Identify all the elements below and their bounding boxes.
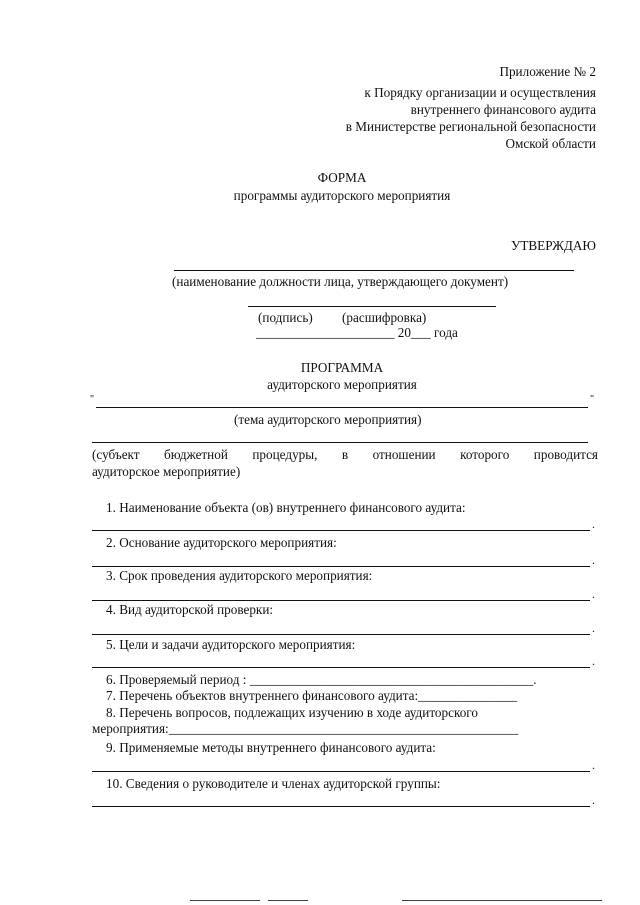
topic-caption: (тема аудиторского мероприятия)	[234, 412, 422, 427]
topic-line	[96, 407, 588, 408]
item-2-line	[92, 566, 590, 567]
item-6-label: 6. Проверяемый период : ___________________________________________.	[106, 672, 537, 687]
item-9-label: 9. Применяемые методы внутреннего финансового аудита:	[106, 740, 436, 755]
item-9-line	[92, 771, 590, 772]
item-3-line	[92, 600, 590, 601]
header-line-1: к Порядку организации и осуществления	[364, 85, 596, 100]
header-line-2: внутреннего финансового аудита	[410, 102, 596, 117]
item-3-dot: .	[592, 587, 595, 601]
position-caption: (наименование должности лица, утверждающего документ)	[172, 274, 509, 289]
quote-close: "	[590, 394, 595, 405]
program-title: ПРОГРАММА	[300, 360, 384, 375]
approve-label: УТВЕРЖДАЮ	[510, 238, 596, 253]
position-line	[174, 270, 574, 271]
form-subtitle: программы аудиторского мероприятия	[233, 188, 451, 203]
header-line-3: в Министерстве региональной безопасности	[345, 119, 596, 134]
item-10-dot: .	[592, 793, 595, 807]
item-5-dot: .	[592, 654, 595, 668]
item-10-label: 10. Сведения о руководителе и членах аудиторской группы:	[106, 776, 441, 791]
footer-rule-3	[402, 900, 602, 901]
header-line-4: Омской области	[505, 136, 596, 151]
item-7-label: 7. Перечень объектов внутреннего финансового аудита:_______________	[106, 688, 518, 703]
item-3-label: 3. Срок проведения аудиторского мероприятия:	[106, 568, 373, 583]
item-1-dot: .	[592, 517, 595, 531]
footer-rule-1	[190, 900, 260, 901]
item-1-line	[92, 530, 590, 531]
item-8-label: 8. Перечень вопросов, подлежащих изучению в ходе аудиторского	[106, 705, 478, 720]
signature-line	[248, 306, 496, 307]
decoding-caption: (расшифровка)	[342, 310, 427, 325]
appendix-number: Приложение № 2	[499, 64, 596, 79]
item-2-dot: .	[592, 553, 595, 567]
item-4-label: 4. Вид аудиторской проверки:	[106, 602, 274, 617]
subject-caption-line-2: аудиторское мероприятие)	[92, 464, 241, 479]
item-5-line	[92, 667, 590, 668]
item-5-label: 5. Цели и задачи аудиторского мероприятия:	[106, 637, 356, 652]
item-2-label: 2. Основание аудиторского мероприятия:	[106, 535, 337, 550]
item-1-label: 1. Наименование объекта (ов) внутреннего финансового аудита:	[106, 500, 466, 515]
item-10-line	[92, 806, 590, 807]
quote-open: "	[90, 394, 95, 405]
item-9-dot: .	[592, 758, 595, 772]
program-subtitle: аудиторского мероприятия	[267, 377, 417, 392]
item-8-label-cont: мероприятия:_____________________________________________________	[92, 721, 519, 736]
footer-rule-2	[268, 900, 308, 901]
item-4-line	[92, 634, 590, 635]
signature-caption: (подпись)	[258, 310, 313, 325]
subject-caption-line-1: (субъект бюджетной процедуры, в отношении которого проводится	[92, 447, 598, 462]
subject-line	[92, 442, 588, 443]
item-4-dot: .	[592, 621, 595, 635]
form-title: ФОРМА	[317, 170, 367, 185]
date-line: _____________________ 20___ года	[256, 325, 458, 340]
